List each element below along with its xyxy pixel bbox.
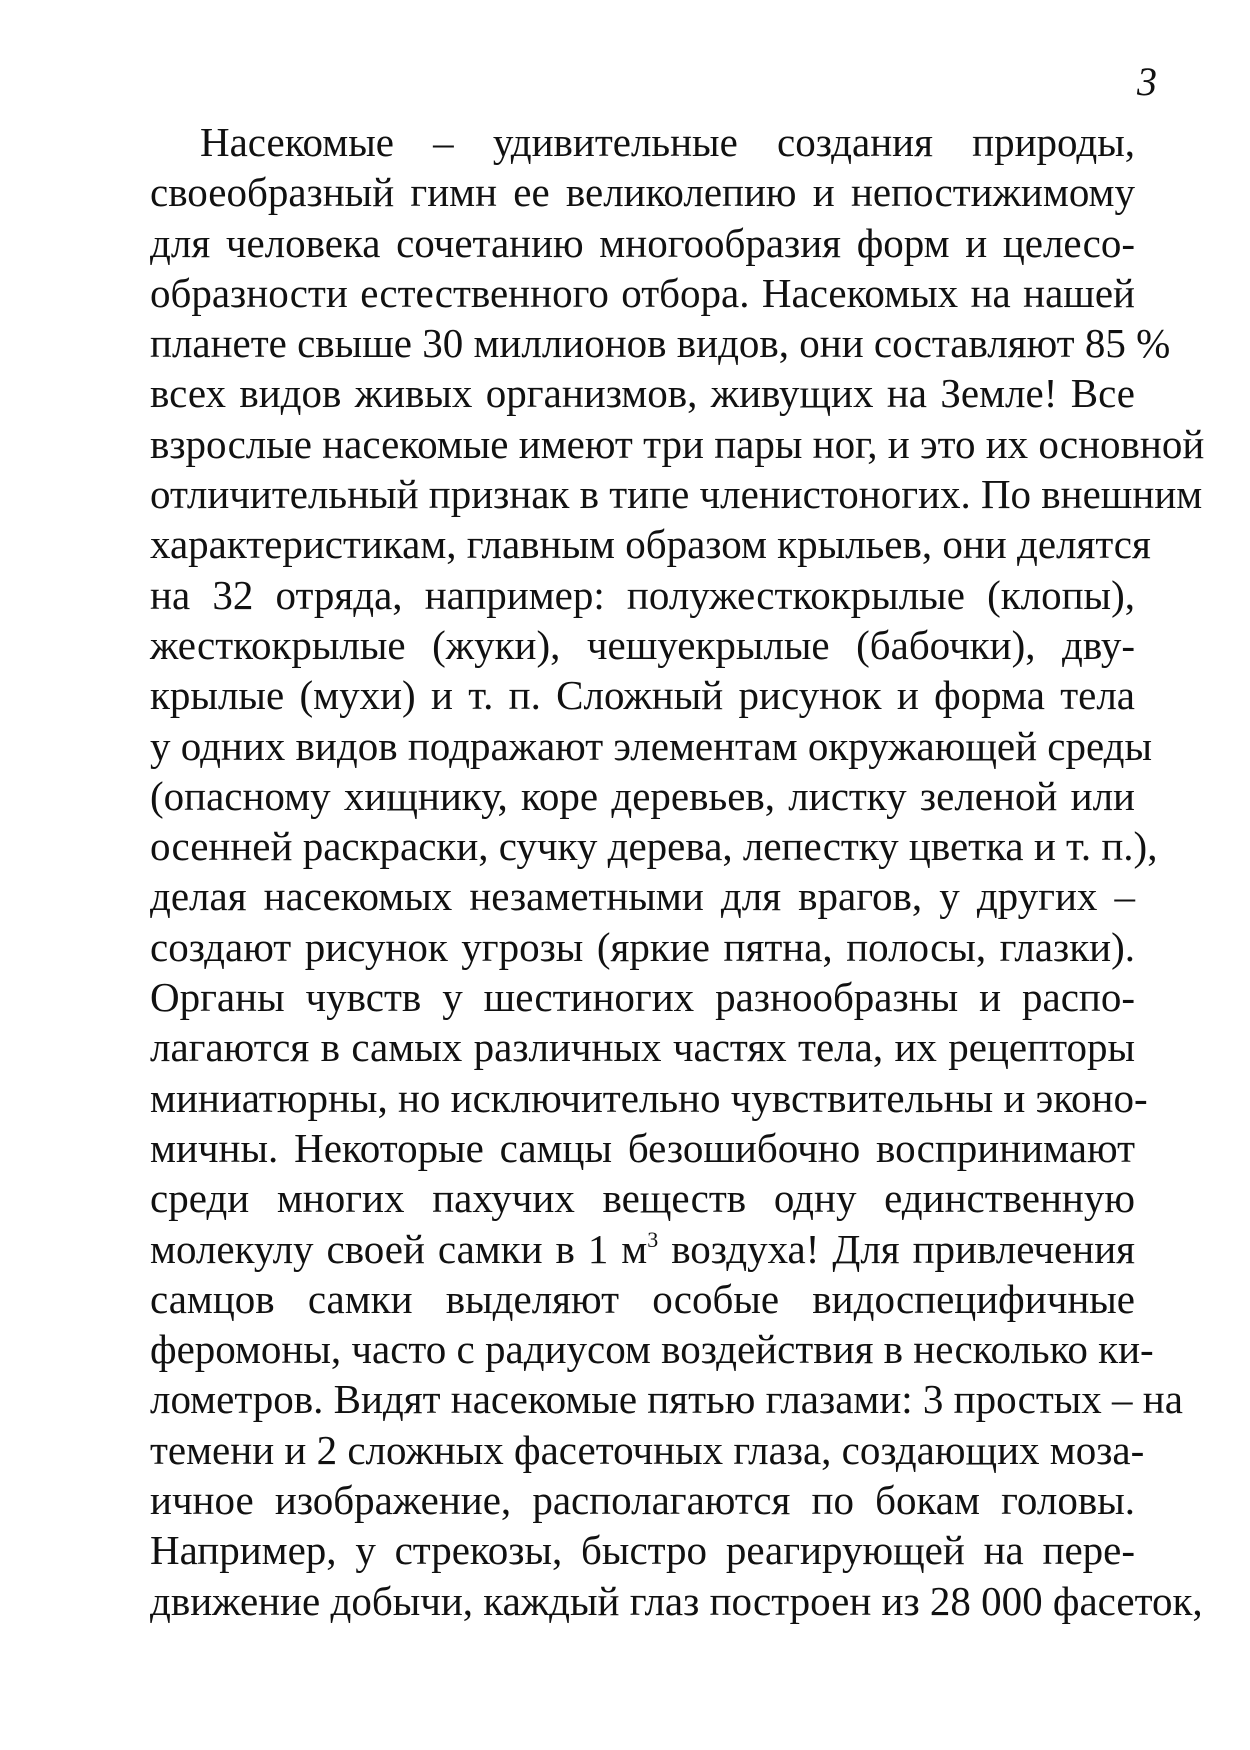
text-line: осенней раскраски, сучку дерева, лепестку цветка и т. п.), (150, 823, 1158, 870)
superscript: 3 (647, 1226, 659, 1252)
page-number: 3 (1137, 59, 1157, 104)
text-line: своеобразный гимн ее великолепию и непостижимому (150, 169, 1135, 216)
text-line-with-superscript (150, 1224, 1135, 1274)
text-line: Насекомые – удивительные создания природы, (200, 119, 1135, 165)
text-line: образности естественного отбора. Насекомых на нашей (150, 269, 1135, 316)
text-line: Например, у стрекозы, быстро реагирующей на пере- (150, 1527, 1135, 1574)
text-line: ичное изображение, располагаются по бокам головы. (150, 1477, 1135, 1524)
text-line: планете свыше 30 миллионов видов, они составляют 85 % (150, 320, 1171, 367)
text-line: крылые (мухи) и т. п. Сложный рисунок и форма тела (150, 672, 1135, 719)
text-line: самцов самки выделяют особые видоспецифичные (150, 1275, 1135, 1322)
text-line: на 32 отряда, например: полужесткокрылые (клопы), (150, 571, 1135, 618)
text-line: делая насекомых незаметными для врагов, у других – (150, 873, 1135, 920)
text-line: движение добычи, каждый глаз построен из 28 000 фасеток, (150, 1577, 1203, 1624)
body-paragraph (150, 117, 1205, 1626)
text-segment: воздуха! Для привлечения (658, 1225, 1135, 1272)
text-line: для человека сочетанию многообразия форм и целесо- (150, 219, 1135, 266)
text-line: (опасному хищнику, коре деревьев, листку зеленой или (150, 772, 1135, 819)
text-line: взрослые насекомые имеют три пары ног, и это их основной (150, 420, 1205, 467)
text-line: у одних видов подражают элементам окружающей среды (150, 722, 1153, 769)
text-line: среди многих пахучих веществ одну единственную (150, 1175, 1135, 1222)
text-line: характеристикам, главным образом крыльев, они делятся (150, 521, 1151, 568)
text-line: всех видов живых организмов, живущих на Земле! Все (150, 370, 1135, 417)
text-line: темени и 2 сложных фасеточных глаза, создающих моза- (150, 1426, 1145, 1473)
text-line: Органы чувств у шестиногих разнообразны и распо- (150, 974, 1135, 1021)
text-line: лометров. Видят насекомые пятью глазами: 3 простых – на (150, 1376, 1183, 1423)
text-line: отличительный признак в типе членистоногих. По внешним (150, 471, 1203, 518)
text-line: лагаются в самых различных частях тела, их рецепторы (150, 1024, 1135, 1071)
text-line: жесткокрылые (жуки), чешуекрылые (бабочки), дву- (150, 621, 1135, 668)
text-segment: молекулу своей самки в 1 м (150, 1225, 648, 1272)
text-line: миниатюрны, но исключительно чувствительны и эконо- (150, 1074, 1148, 1121)
text-line: феромоны, часто с радиусом воздействия в несколько ки- (150, 1326, 1154, 1373)
text-line: создают рисунок угрозы (яркие пятна, полосы, глазки). (150, 923, 1135, 970)
text-line: мичны. Некоторые самцы безошибочно воспринимают (150, 1124, 1135, 1171)
